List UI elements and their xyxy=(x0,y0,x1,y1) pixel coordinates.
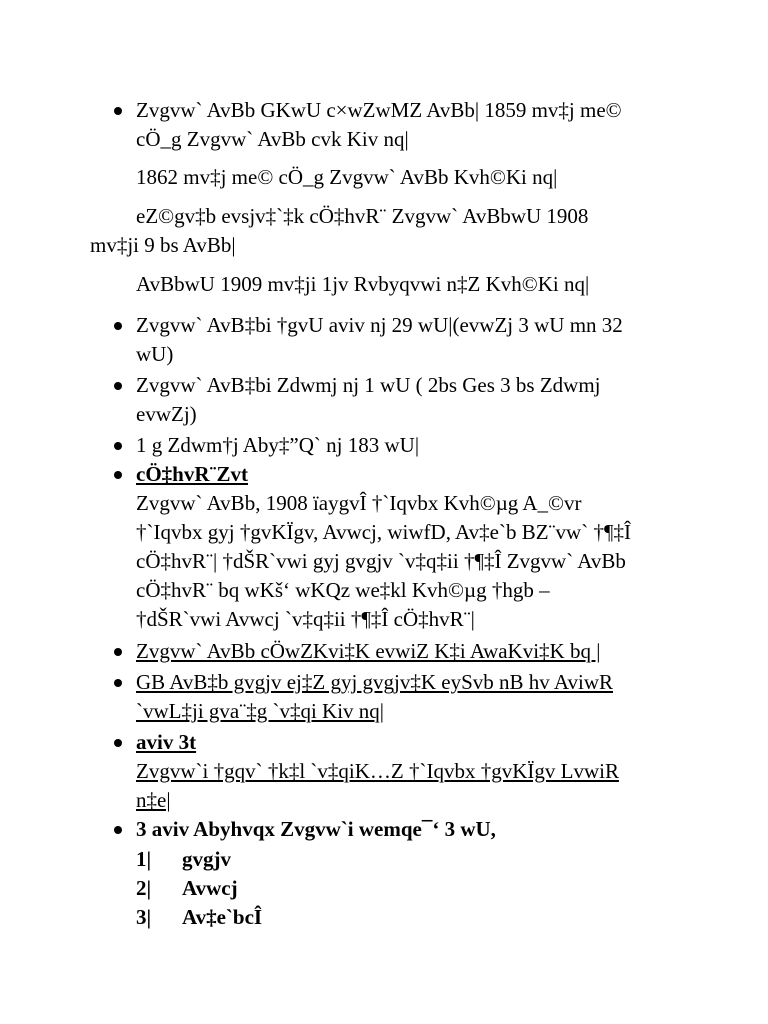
item-number: 1| xyxy=(136,847,152,871)
text-line: cÖ‡hvR¨ bq wKš‘ wKQz we‡kl Kvh©µg †hgb – xyxy=(136,578,550,602)
numbered-item xyxy=(136,845,676,874)
list-item xyxy=(136,460,676,634)
numbered-list xyxy=(136,845,676,932)
text-line: Zvgvw` AvBb GKwU c×wZwMZ AvBb| 1859 mv‡j me© xyxy=(136,98,622,122)
section-heading: aviv 3t xyxy=(136,730,197,754)
text-line: Zvgvw` AvB‡bi Zdwmj nj 1 wU ( 2bs Ges 3 bs Zdwmj xyxy=(136,373,601,397)
text-line: evwZj) xyxy=(136,402,197,426)
item-text: Avwcj xyxy=(182,876,238,900)
list-item xyxy=(136,431,676,460)
text-line: Zvgvw` AvBb cÖwZKvi‡K evwiZ K‡i AwaKvi‡K bq | xyxy=(136,639,601,663)
list-item xyxy=(136,815,676,844)
text-line: Zvgvw` AvBb, 1908 ïaygvÎ †`Iqvbx Kvh©µg A_©vr xyxy=(136,491,582,515)
list-item xyxy=(136,728,676,815)
paragraph xyxy=(90,202,650,260)
list-item xyxy=(136,371,676,429)
numbered-item xyxy=(136,874,676,903)
item-text: gvgjv xyxy=(182,847,231,871)
paragraph xyxy=(136,270,676,299)
section-heading: cÖ‡hvR¨Zvt xyxy=(136,462,248,486)
list-item xyxy=(136,637,676,666)
text-line: †dŠR`vwi Avwcj `v‡q‡ii †¶‡Î cÖ‡hvR¨| xyxy=(136,607,475,631)
text-line: cÖ_g Zvgvw` AvBb cvk Kiv nq| xyxy=(136,127,409,151)
item-text: Av‡e`bcÎ xyxy=(182,905,263,929)
item-number: 3| xyxy=(136,905,152,929)
text-line: `vwL‡ji gva¨‡g `v‡qi Kiv nq| xyxy=(136,699,385,723)
text-line: AvBbwU 1909 mv‡ji 1jv Rvbyqvwi n‡Z Kvh©Ki nq| xyxy=(136,272,590,296)
paragraph xyxy=(136,163,676,192)
text-line: wU) xyxy=(136,342,174,366)
item-number: 2| xyxy=(136,876,152,900)
list-item xyxy=(136,668,676,726)
list-item xyxy=(136,96,676,154)
text-line: n‡e| xyxy=(136,788,171,812)
text-line: cÖ‡hvR¨| †dŠR`vwi gyj gvgjv `v‡q‡ii †¶‡Î Zvgvw` AvBb xyxy=(136,549,626,573)
text-line: 1 g Zdwm†j Aby‡”Q` nj 183 wU| xyxy=(136,433,420,457)
text-line: †`Iqvbx gyj †gvKÏgv, Avwcj, wiwfD, Av‡e`b BZ¨vw` †¶‡Î xyxy=(136,520,631,544)
text-line: Zvgvw` AvB‡bi †gvU aviv nj 29 wU|(evwZj 3 wU mn 32 xyxy=(136,313,623,337)
text-line: 3 aviv Abyhvqx Zvgvw`i wemqe¯‘ 3 wU, xyxy=(136,817,496,841)
numbered-item xyxy=(136,903,676,932)
text-line: eZ©gv‡b evsjv‡`‡k cÖ‡hvR¨ Zvgvw` AvBbwU 1908 xyxy=(136,204,589,228)
list-item xyxy=(136,311,676,369)
text-line: 1862 mv‡j me© cÖ_g Zvgvw` AvBb Kvh©Ki nq| xyxy=(136,165,558,189)
text-line: GB AvB‡b gvgjv ej‡Z gyj gvgjv‡K eySvb nB hv AviwR xyxy=(136,670,613,694)
text-line: mv‡ji 9 bs AvBb| xyxy=(90,233,236,257)
text-line: Zvgvw`i †gqv` †k‡l `v‡qiK…Z †`Iqvbx †gvKÏgv LvwiR xyxy=(136,759,619,783)
